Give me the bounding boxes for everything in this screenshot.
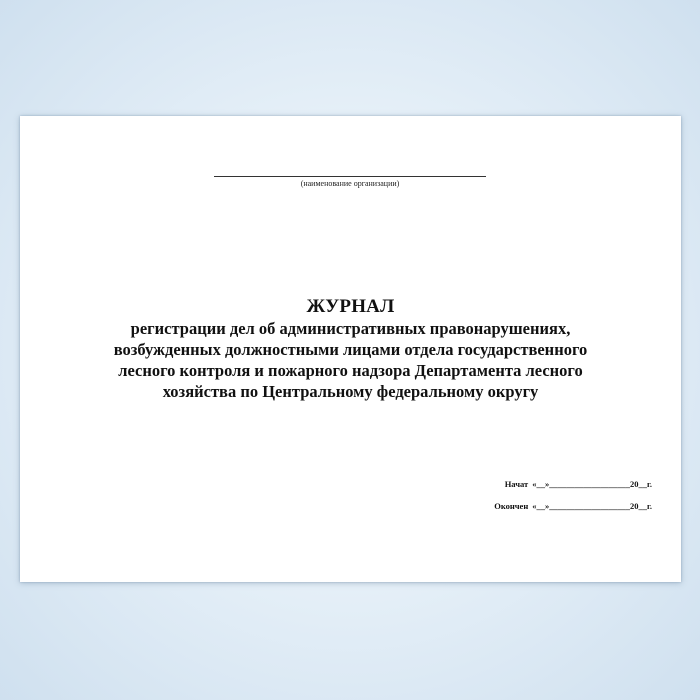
ended-label: Окончен xyxy=(494,501,529,511)
journal-cover-page xyxy=(20,116,681,582)
subtitle-line: хозяйства по Центральному федеральному округу xyxy=(162,382,539,401)
ended-date-field: «__»___________________20__г. xyxy=(532,501,652,511)
subtitle-line: лесного контроля и пожарного надзора Департамента лесного xyxy=(118,361,583,380)
title-block xyxy=(20,296,681,402)
started-date-row xyxy=(505,479,652,489)
journal-title: ЖУРНАЛ xyxy=(306,296,395,317)
journal-subtitle xyxy=(51,318,651,402)
subtitle-line: возбужденных должностными лицами отдела государственного xyxy=(113,340,588,359)
organization-caption: (наименование организации) xyxy=(300,179,400,188)
started-date-field: «__»___________________20__г. xyxy=(532,479,652,489)
started-label: Начат xyxy=(504,479,529,489)
ended-date-row xyxy=(494,501,652,511)
subtitle-line: регистрации дел об административных правонарушениях, xyxy=(130,319,571,338)
organization-name-line xyxy=(214,176,486,177)
